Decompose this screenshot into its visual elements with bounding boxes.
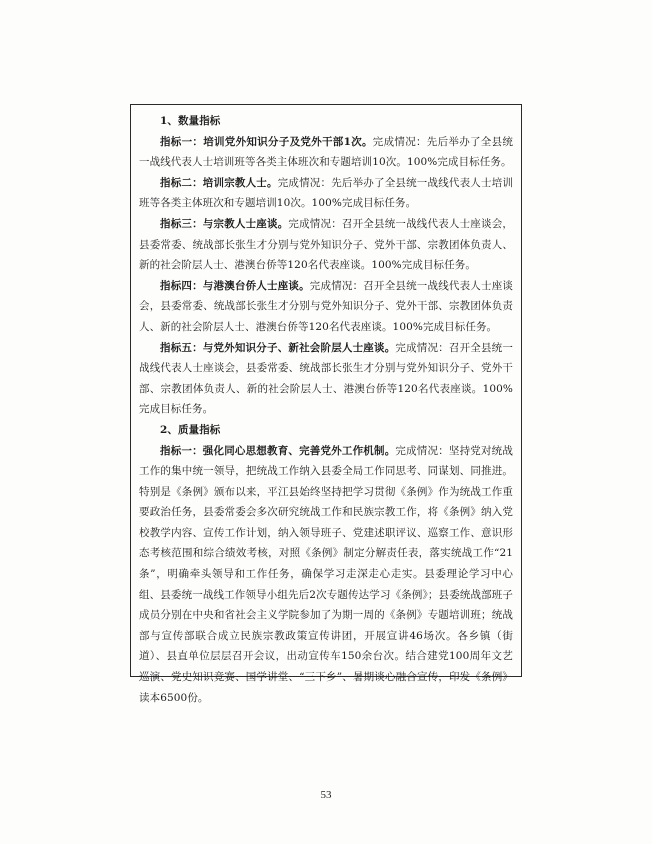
indicator-completion-text: 完成情况：坚持党对统战工作的集中统一领导，把统战工作纳入县委全局工作同思考、同谋划、同推进。特别是《条例》颁布以来，平江县始终坚持把学习贯彻《条例》作为统战工作重要政治任务，县委常委会多次研究统战工作和民族宗教工作，将《条例》纳入党校教学内容、宣传工作计划，纳入领导班子、党建述职评议、巡察工作、意识形态考核范围和综合绩效考核，对照《条例》制定分解责任表，落实统战工作“21条”，明确牵头领导和工作任务，确保学习走深走心走实。县委理论学习中心组、县委统一战线工作领导小组先后2次专题传达学习《条例》；县委统战部班子成员分别在中央和省社会主义学院参加了为期一周的《条例》专题培训班；统战部与宣传部联合成立民族宗教政策宣传讲团，开展宣讲46场次。各乡镇（街道）、县直单位层层召开会议，出动宣传车150余台次。结合建党100周年文艺巡演、党史知识竞赛、国学讲堂、“三下乡”、暑期谈心融合宣传，印发《条例》读本6500份。 (139, 444, 513, 704)
indicator-label: 指标三：与宗教人士座谈。 (160, 217, 289, 230)
section-heading-quantity: 1、数量指标 (160, 115, 221, 127)
indicator-item-5 (139, 338, 513, 420)
indicator-completion-text: 完成情况：召开全县统一战线代表人士座谈会，县委常委、统战部长张生才分别与党外知识分子、党外干部、宗教团体负责人、新的社会阶层人士、港澳台侨等120名代表座谈。100%完成目标任务。 (139, 217, 513, 272)
indicator-label: 指标四：与港澳台侨人士座谈。 (160, 279, 310, 292)
indicator-item-4 (139, 276, 513, 338)
indicator-item-1 (139, 132, 513, 173)
indicator-label: 指标一：强化同心思想教育、完善党外工作机制。 (160, 444, 396, 457)
indicator-completion-text: 完成情况：召开全县统一战线代表人士座谈会，县委常委、统战部长张生才分别与党外知识分子、党外干部、宗教团体负责人、新的社会阶层人士、港澳台侨等120名代表座谈。100%完成目标任务。 (139, 341, 513, 416)
indicator-table-cell (130, 104, 522, 704)
section-heading-quality: 2、质量指标 (160, 423, 221, 436)
indicator-item-3 (139, 214, 513, 276)
page-number: 53 (320, 789, 332, 801)
indicator-label: 指标二：培训宗教人士。 (160, 176, 278, 189)
quality-indicator-item-1 (139, 441, 513, 709)
indicator-completion-text: 完成情况：先后举办了全县统一战线代表人士培训班等各类主体班次和专题培训10次。100%完成目标任务。 (139, 135, 513, 169)
indicator-completion-text: 完成情况：先后举办了全县统一战线代表人士培训班等各类主体班次和专题培训10次。100%完成目标任务。 (139, 176, 513, 210)
indicator-label: 指标五：与党外知识分子、新社会阶层人士座谈。 (160, 341, 396, 354)
indicator-label: 指标一：培训党外知识分子及党外干部1次。 (160, 135, 373, 148)
indicator-item-2 (139, 173, 513, 214)
indicator-completion-text: 完成情况：召开全县统一战线代表人士座谈会，县委常委、统战部长张生才分别与党外知识分子、党外干部、宗教团体负责人、新的社会阶层人士、港澳台侨等120名代表座谈。100%完成目标任务。 (139, 279, 513, 333)
